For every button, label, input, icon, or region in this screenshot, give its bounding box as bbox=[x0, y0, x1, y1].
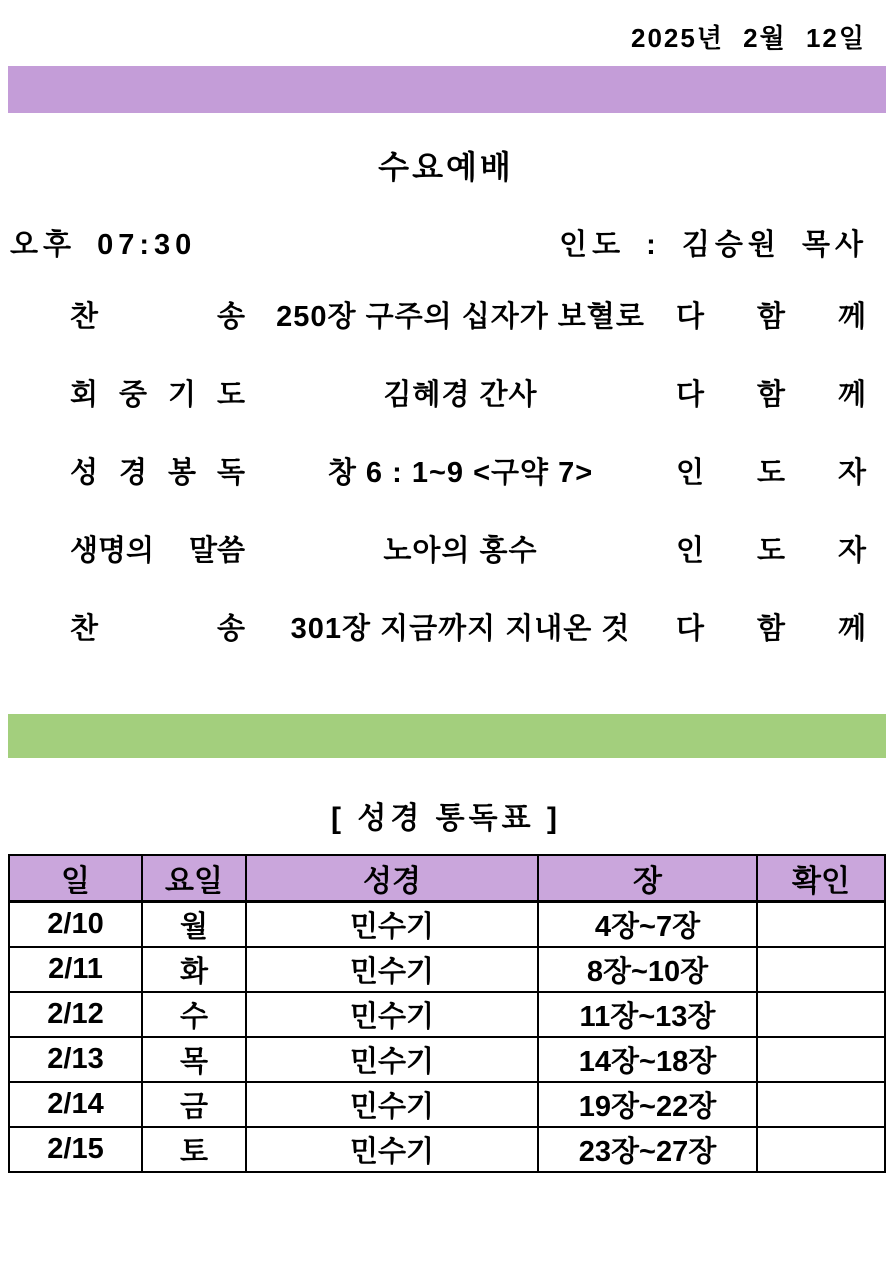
item-label: 회 중 기 도 bbox=[70, 379, 245, 411]
cell-book: 민수기 bbox=[246, 992, 538, 1037]
item-label: 찬 송 bbox=[70, 301, 245, 333]
service-title: 수요예배 bbox=[378, 149, 514, 185]
item-participant: 다 함 께 bbox=[676, 613, 866, 645]
cell-book: 민수기 bbox=[246, 947, 538, 992]
item-participant: 다 함 께 bbox=[676, 301, 866, 333]
cell-chapters: 11장~13장 bbox=[538, 992, 757, 1037]
item-participant: 인 도 자 bbox=[676, 457, 866, 489]
cell-chapters: 19장~22장 bbox=[538, 1082, 757, 1127]
cell-date: 2/14 bbox=[9, 1082, 142, 1127]
cell-book: 민수기 bbox=[246, 1082, 538, 1127]
green-divider-bar bbox=[8, 714, 886, 758]
cell-chapters: 23장~27장 bbox=[538, 1127, 757, 1172]
cell-date: 2/15 bbox=[9, 1127, 142, 1172]
cell-weekday: 금 bbox=[142, 1082, 246, 1127]
cell-date: 2/10 bbox=[9, 902, 142, 948]
item-content: 250장 구주의 십자가 보혈로 bbox=[276, 301, 645, 333]
service-item-row bbox=[0, 299, 892, 335]
service-item-row bbox=[0, 533, 892, 569]
cell-weekday: 수 bbox=[142, 992, 246, 1037]
cell-check bbox=[757, 1037, 885, 1082]
service-leader: 인도 : 김승원 목사 bbox=[559, 229, 868, 261]
cell-check bbox=[757, 947, 885, 992]
cell-check bbox=[757, 992, 885, 1037]
item-label: 생명의 말씀 bbox=[70, 535, 245, 567]
column-header-date: 일 bbox=[9, 855, 142, 902]
table-header-row bbox=[9, 855, 885, 902]
column-header-chapters: 장 bbox=[538, 855, 757, 902]
service-item-row bbox=[0, 611, 892, 647]
item-content: 301장 지금까지 지내온 것 bbox=[290, 613, 631, 645]
bible-reading-table bbox=[8, 854, 886, 1173]
purple-divider-bar bbox=[8, 66, 886, 113]
cell-chapters: 14장~18장 bbox=[538, 1037, 757, 1082]
column-header-book: 성경 bbox=[246, 855, 538, 902]
table-row bbox=[9, 1127, 885, 1172]
cell-date: 2/11 bbox=[9, 947, 142, 992]
table-row bbox=[9, 947, 885, 992]
cell-chapters: 8장~10장 bbox=[538, 947, 757, 992]
item-content: 노아의 홍수 bbox=[383, 535, 538, 567]
table-row bbox=[9, 992, 885, 1037]
cell-date: 2/12 bbox=[9, 992, 142, 1037]
document-date: 2025년 2월 12일 bbox=[630, 23, 866, 53]
cell-date: 2/13 bbox=[9, 1037, 142, 1082]
item-label: 성 경 봉 독 bbox=[70, 457, 245, 489]
table-row bbox=[9, 1082, 885, 1127]
service-time: 오후 07:30 bbox=[10, 229, 197, 261]
reading-table-title: [ 성경 통독표 ] bbox=[331, 802, 561, 835]
service-time-row bbox=[0, 227, 892, 263]
item-content: 김혜경 간사 bbox=[383, 379, 538, 411]
table-row bbox=[9, 902, 885, 948]
item-participant: 인 도 자 bbox=[676, 535, 866, 567]
cell-check bbox=[757, 1082, 885, 1127]
column-header-check: 확인 bbox=[757, 855, 885, 902]
service-order-list bbox=[0, 299, 892, 647]
cell-weekday: 화 bbox=[142, 947, 246, 992]
cell-book: 민수기 bbox=[246, 1037, 538, 1082]
column-header-weekday: 요일 bbox=[142, 855, 246, 902]
item-label: 찬 송 bbox=[70, 613, 245, 645]
service-item-row bbox=[0, 455, 892, 491]
item-participant: 다 함 께 bbox=[676, 379, 866, 411]
item-content: 창 6 : 1~9 <구약 7> bbox=[327, 457, 594, 489]
service-item-row bbox=[0, 377, 892, 413]
cell-check bbox=[757, 1127, 885, 1172]
cell-chapters: 4장~7장 bbox=[538, 902, 757, 948]
table-row bbox=[9, 1037, 885, 1082]
cell-book: 민수기 bbox=[246, 902, 538, 948]
cell-weekday: 토 bbox=[142, 1127, 246, 1172]
cell-weekday: 목 bbox=[142, 1037, 246, 1082]
cell-book: 민수기 bbox=[246, 1127, 538, 1172]
cell-check bbox=[757, 902, 885, 948]
cell-weekday: 월 bbox=[142, 902, 246, 948]
